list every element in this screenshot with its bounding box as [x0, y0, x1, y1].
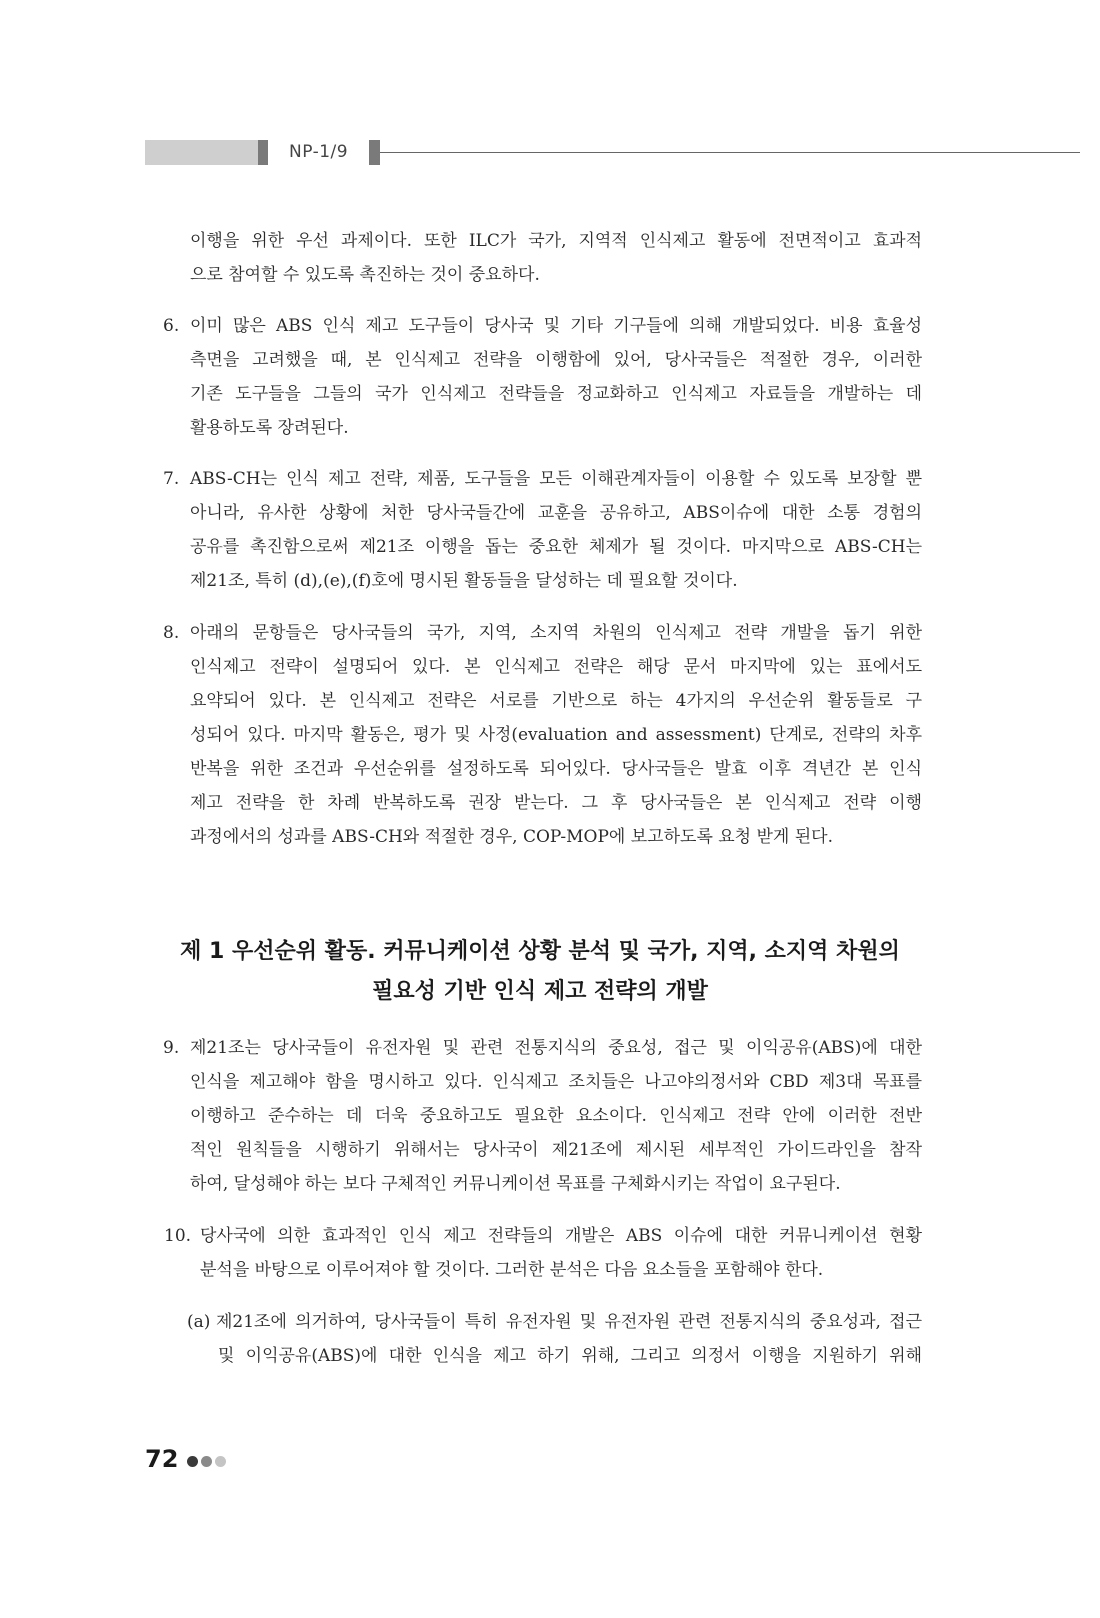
text-line: 아래의 문항들은 당사국들의 국가, 지역, 소지역 차원의 인식제고 전략 개발을 돕기 위한 — [190, 623, 922, 643]
text-line: 공유를 촉진함으로써 제21조 이행을 돕는 중요한 체제가 될 것이다. 마지막으로 ABS-CH는 — [190, 537, 922, 557]
text-line: 제고 전략을 한 차례 반복하도록 권장 받는다. 그 후 당사국들은 본 인식제고 전략 이행 — [190, 793, 922, 813]
text-line: 이미 많은 ABS 인식 제고 도구들이 당사국 및 기타 기구들에 의해 개발되었다. 비용 효율성 — [190, 316, 922, 336]
text-line: 하여, 달성해야 하는 보다 구체적인 커뮤니케이션 목표를 구체화시키는 작업이 요구된다. — [190, 1174, 841, 1194]
paragraph-number: 9. — [163, 1038, 180, 1058]
paragraph-continuation — [190, 224, 922, 292]
page-dots — [187, 1456, 226, 1467]
paragraph-10 — [164, 1219, 922, 1287]
paragraph-number: 8. — [163, 623, 180, 643]
running-header-label: NP-1/9 — [289, 142, 349, 162]
text-line: 적인 원칙들을 시행하기 위해서는 당사국이 제21조에 제시된 세부적인 가이드라인을 참작 — [190, 1140, 922, 1160]
section-heading-line-2: 필요성 기반 인식 제고 전략의 개발 — [372, 979, 708, 1004]
paragraph-9 — [163, 1031, 922, 1201]
header-bar — [145, 140, 258, 165]
text-line: 및 이익공유(ABS)에 대한 인식을 제고 하기 위해, 그리고 의정서 이행을 지원하기 위해 — [218, 1346, 922, 1366]
text-line: 으로 참여할 수 있도록 촉진하는 것이 중요하다. — [190, 265, 540, 285]
section-heading-line-1: 제 1 우선순위 활동. 커뮤니케이션 상황 분석 및 국가, 지역, 소지역 차원의 — [180, 939, 900, 964]
text-line: 제21조는 당사국들이 유전자원 및 관련 전통지식의 중요성, 접근 및 이익공유(ABS)에 대한 — [190, 1038, 922, 1058]
paragraph-6 — [163, 309, 922, 445]
text-line: 과정에서의 성과를 ABS-CH와 적절한 경우, COP-MOP에 보고하도록 요청 받게 된다. — [190, 827, 834, 847]
paragraph-number: (a) — [187, 1312, 211, 1332]
text-line: 인식을 제고해야 함을 명시하고 있다. 인식제고 조치들은 나고야의정서와 CBD 제3대 목표를 — [190, 1072, 922, 1092]
text-line: 측면을 고려했을 때, 본 인식제고 전략을 이행함에 있어, 당사국들은 적절한 경우, 이러한 — [190, 350, 922, 370]
paragraph-number: 6. — [163, 316, 180, 336]
text-line: 성되어 있다. 마지막 활동은, 평가 및 사정(evaluation and assessment) 단계로, 전략의 차후 — [190, 725, 922, 745]
text-line: 제21조에 의거하여, 당사국들이 특히 유전자원 및 유전자원 관련 전통지식의 중요성과, 접근 — [216, 1312, 922, 1332]
text-line: 당사국에 의한 효과적인 인식 제고 전략들의 개발은 ABS 이슈에 대한 커뮤니케이션 현황 — [200, 1226, 922, 1246]
text-line: 분석을 바탕으로 이루어져야 할 것이다. 그러한 분석은 다음 요소들을 포함해야 한다. — [200, 1260, 824, 1280]
paragraph-number: 10. — [164, 1226, 192, 1246]
text-line: 인식제고 전략이 설명되어 있다. 본 인식제고 전략은 해당 문서 마지막에 있는 표에서도 — [190, 657, 922, 677]
page-dot — [187, 1456, 198, 1467]
header-rule — [380, 152, 1080, 153]
header-bar-accent — [258, 140, 268, 165]
paragraph-7 — [163, 462, 922, 598]
section-heading — [145, 932, 935, 1012]
page-dot — [215, 1456, 226, 1467]
text-line: 제21조, 특히 (d),(e),(f)호에 명시된 활동들을 달성하는 데 필요할 것이다. — [190, 571, 738, 591]
text-line: ABS-CH는 인식 제고 전략, 제품, 도구들을 모든 이해관계자들이 이용할 수 있도록 보장할 뿐 — [190, 469, 922, 489]
paragraph-number: 7. — [163, 469, 180, 489]
text-line: 요약되어 있다. 본 인식제고 전략은 서로를 기반으로 하는 4가지의 우선순위 활동들로 구 — [190, 691, 922, 711]
text-line: 활용하도록 장려된다. — [190, 418, 349, 438]
paragraph-8 — [163, 616, 922, 854]
paragraph-a — [187, 1305, 922, 1373]
page-number: 72 — [145, 1445, 179, 1473]
text-line: 기존 도구들을 그들의 국가 인식제고 전략들을 정교화하고 인식제고 자료들을 개발하는 데 — [190, 384, 922, 404]
text-line: 이행을 위한 우선 과제이다. 또한 ILC가 국가, 지역적 인식제고 활동에 전면적이고 효과적 — [190, 231, 922, 251]
header-marker — [369, 140, 380, 165]
text-line: 반복을 위한 조건과 우선순위를 설정하도록 되어있다. 당사국들은 발효 이후 격년간 본 인식 — [190, 759, 922, 779]
page-dot — [201, 1456, 212, 1467]
text-line: 아니라, 유사한 상황에 처한 당사국들간에 교훈을 공유하고, ABS이슈에 대한 소통 경험의 — [190, 503, 922, 523]
text-line: 이행하고 준수하는 데 더욱 중요하고도 필요한 요소이다. 인식제고 전략 안에 이러한 전반 — [190, 1106, 922, 1126]
